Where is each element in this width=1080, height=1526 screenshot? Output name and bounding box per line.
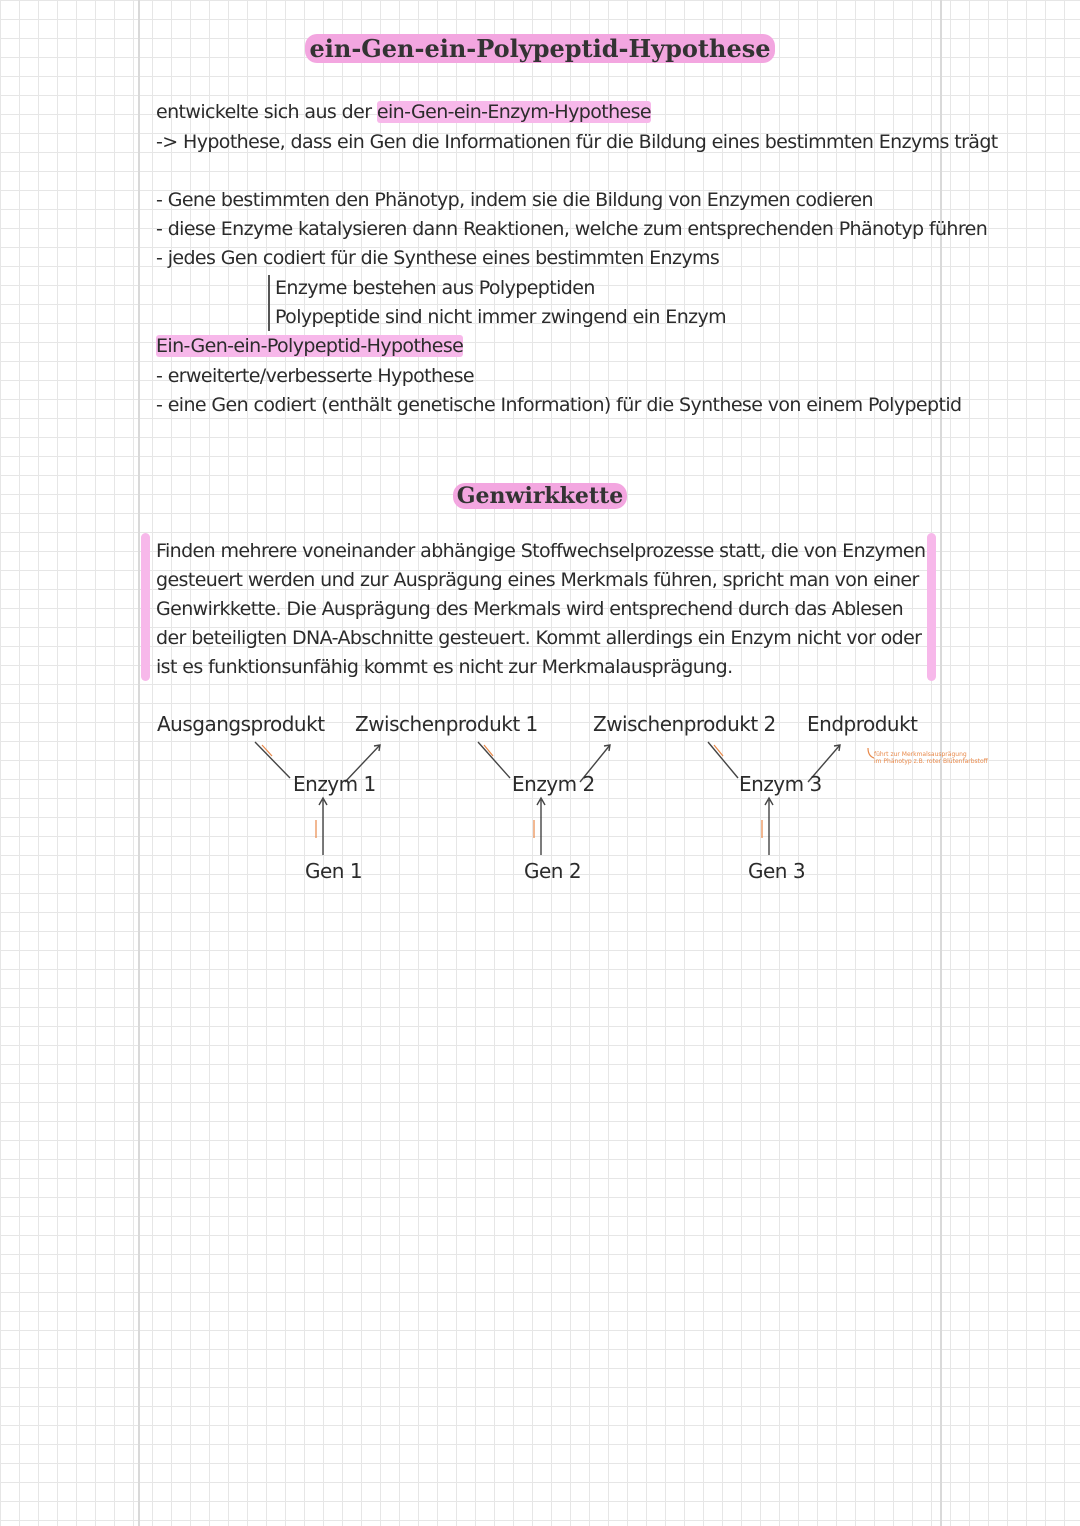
enzyme-3: Enzym 3 (739, 772, 822, 796)
product-endprodukt: Endprodukt (807, 712, 918, 736)
connector-product-enzym3 (708, 742, 738, 778)
bullet-3: - jedes Gen codiert für die Synthese eines bestimmten Enzyms (156, 247, 720, 269)
section-title-text: Genwirkkette (453, 483, 627, 509)
end-note (874, 751, 988, 765)
product-zwischenprodukt-1: Zwischenprodukt 1 (355, 712, 538, 736)
intro-line-2: -> Hypothese, dass ein Gen die Informationen für die Bildung eines bestimmten Enzyms trägt (156, 131, 998, 153)
connector-product-enzym2 (478, 742, 510, 778)
page-title-text: ein-Gen-ein-Polypeptid-Hypothese (305, 34, 774, 63)
gene-2: Gen 2 (524, 859, 582, 883)
genwirkkette-paragraph: Finden mehrere voneinander abhängige Stoffwechselprozesse statt, die von Enzymen gesteuert werden und zur Ausprägung eines Merkmals führen, spricht man von einer Genwirkkette. Die Ausprägung des Merkmals wird entsprechend durch das Ablesen der beteiligten DNA-Abschnitte gesteuert. Kommt allerdings ein Enzym nicht vor oder ist es funktionsunfähig kommt es nicht zur Merkmalausprägung. (156, 540, 926, 678)
bracket-line-1: Enzyme bestehen aus Polypeptiden (275, 277, 595, 299)
intro-highlight: ein-Gen-ein-Enzym-Hypothese (376, 101, 652, 123)
gene-3: Gen 3 (748, 859, 806, 883)
bullet-2: - diese Enzyme katalysieren dann Reaktionen, welche zum entsprechenden Phänotyp führen (156, 218, 988, 240)
hypothesis-title-text: Ein-Gen-ein-Polypeptid-Hypothese (156, 335, 464, 357)
hypothesis-point-1: - erweiterte/verbesserte Hypothese (156, 365, 474, 387)
bullet-1: - Gene bestimmten den Phänotyp, indem sie die Bildung von Enzymen codieren (156, 189, 873, 211)
intro-prefix: entwickelte sich aus der (156, 101, 377, 123)
product-ausgangsprodukt: Ausgangsprodukt (157, 712, 325, 736)
enzyme-1: Enzym 1 (293, 772, 376, 796)
end-note-line-2: im Phänotyp z.B. roter Blütenfarbstoff (874, 758, 988, 765)
enzyme-2: Enzym 2 (512, 772, 595, 796)
connector-product-enzym1 (255, 742, 290, 778)
product-zwischenprodukt-2: Zwischenprodukt 2 (593, 712, 776, 736)
gene-1: Gen 1 (305, 859, 363, 883)
end-note-line-1: führt zur Merkmalsausprägung (874, 751, 967, 758)
hypothesis-point-2: - eine Gen codiert (enthält genetische Information) für die Synthese von einem Polypeptid (156, 394, 962, 416)
bracket-line-2: Polypeptide sind nicht immer zwingend ein Enzym (275, 306, 727, 328)
